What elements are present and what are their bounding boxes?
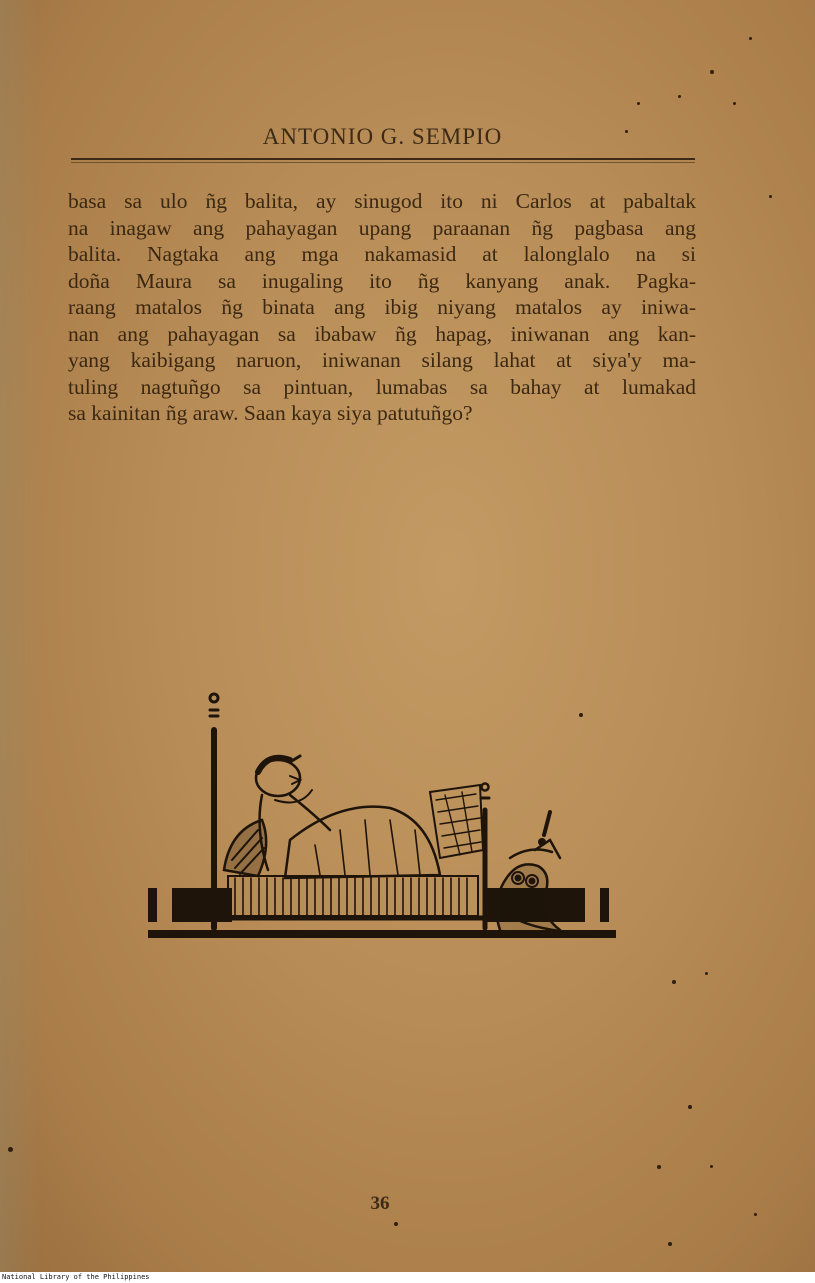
paper-speck (705, 972, 708, 975)
paper-speck (8, 1147, 13, 1152)
text-line: doña Maura sa inugaling ito ñg kanyang anak. Pagka- (68, 268, 696, 293)
paper-speck (394, 1222, 398, 1226)
header-rule (71, 158, 695, 160)
text-line: tuling nagtuñgo sa pintuan, lumabas sa bahay at lumakad (68, 374, 696, 399)
paper-speck (710, 70, 714, 74)
text-line: yang kaibigang naruon, iniwanan silang lahat at siya'y ma- (68, 348, 696, 372)
header-rule-thin (71, 162, 695, 163)
paper-speck (672, 980, 676, 984)
paper-speck (625, 130, 628, 133)
bed-scene-illustration (140, 680, 620, 950)
paper-speck (678, 95, 681, 98)
text-line: basa sa ulo ñg balita, ay sinugod ito ni Carlos at pabaltak (68, 189, 696, 213)
paper-speck (668, 1242, 672, 1246)
paper-speck (637, 102, 640, 105)
running-header: ANTONIO G. SEMPIO (262, 124, 503, 149)
paper-speck (579, 713, 583, 717)
paper-speck (733, 102, 736, 105)
paper-speck (657, 1165, 661, 1169)
paper-speck (749, 37, 752, 40)
page-number: 36 (370, 1193, 390, 1214)
paper-speck (769, 195, 772, 198)
paper-speck (754, 1213, 757, 1216)
text-line: sa kainitan ñg araw. Saan kaya siya patutuñgo? (68, 401, 473, 425)
library-credit: National Library of the Philippines (2, 1273, 150, 1281)
text-line: raang matalos ñg binata ang ibig niyang matalos ay iniwa- (68, 295, 696, 319)
text-line: balita. Nagtaka ang mga nakamasid at lalonglalo na si (68, 242, 696, 266)
text-line: nan ang pahayagan sa ibabaw ñg hapag, iniwanan ang kan- (68, 321, 696, 346)
body-paragraph (68, 188, 696, 427)
paper-speck (688, 1105, 692, 1109)
paper-speck (710, 1165, 713, 1168)
text-line: na inagaw ang pahayagan upang paraanan ñg pagbasa ang (68, 215, 696, 240)
